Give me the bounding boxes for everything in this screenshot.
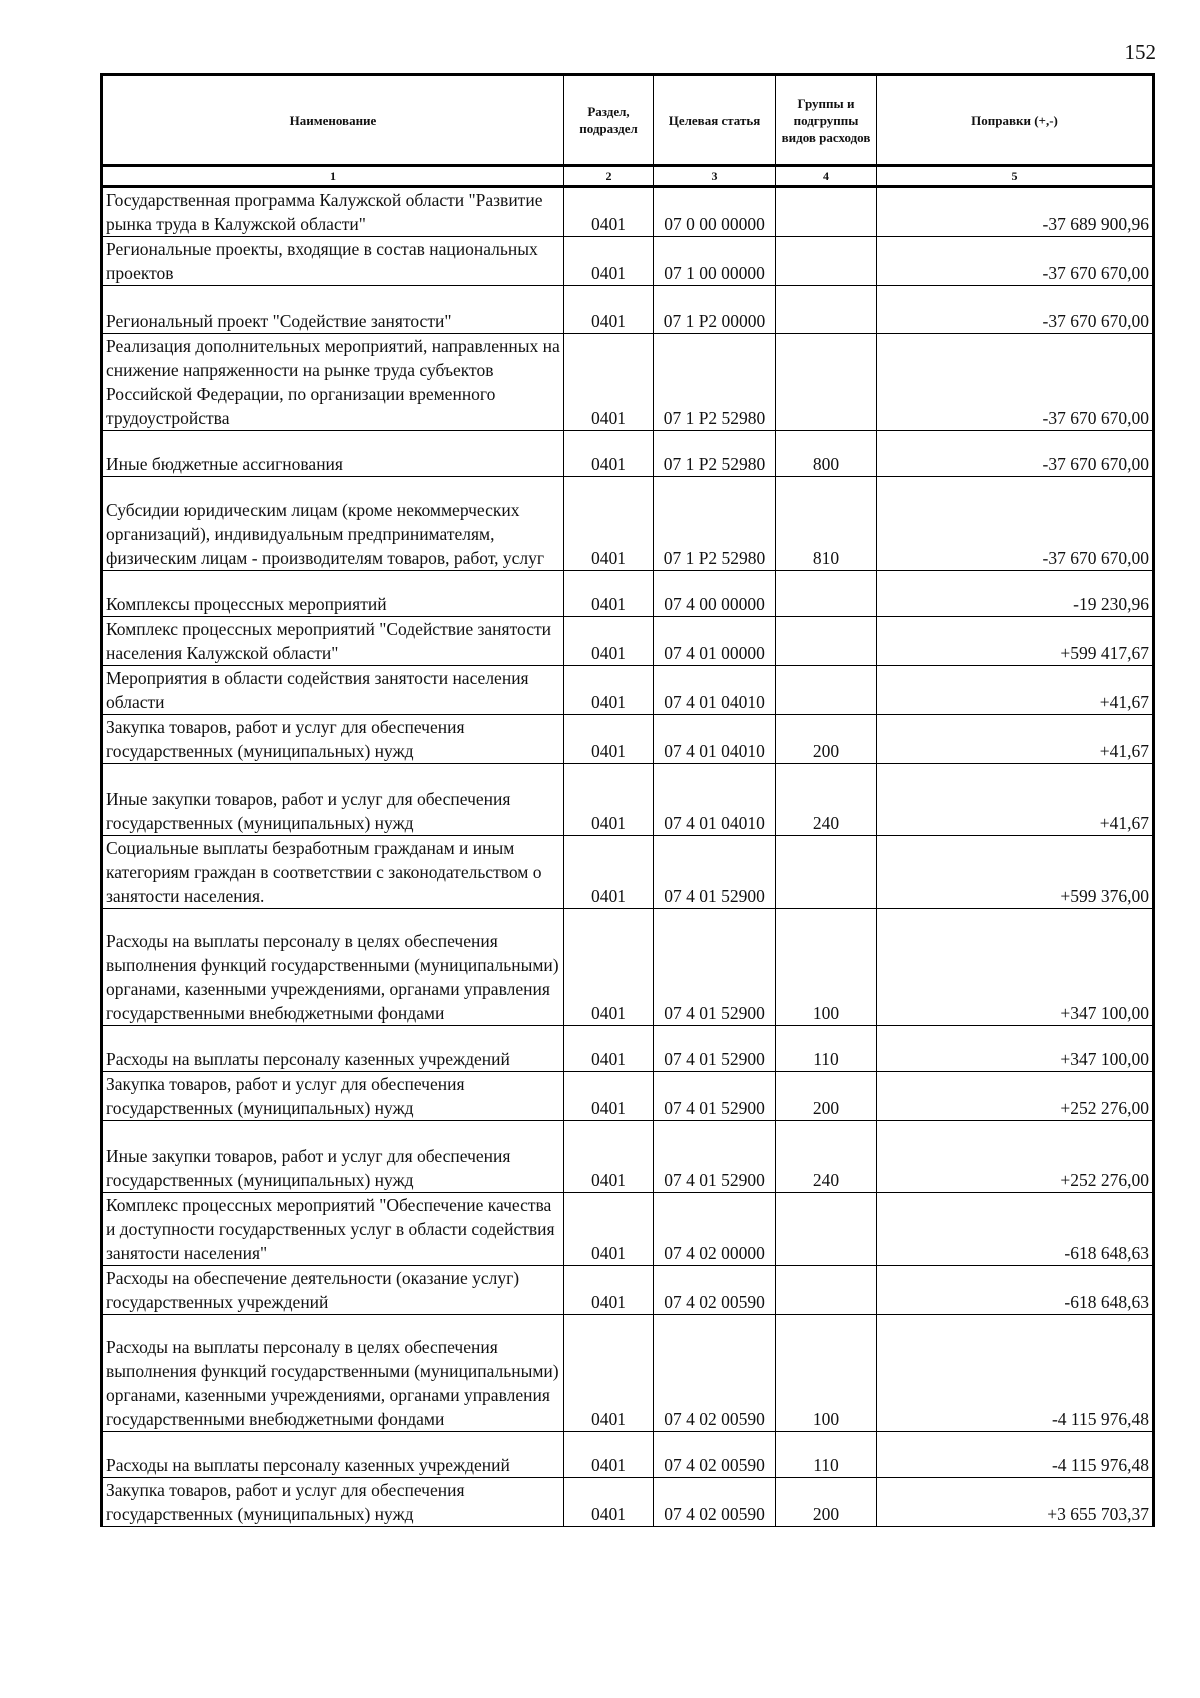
row-section: 0401 — [564, 571, 654, 617]
header-section: Раздел, подраздел — [564, 75, 654, 166]
table-row — [102, 715, 1154, 764]
row-section: 0401 — [564, 1432, 654, 1478]
row-article: 07 4 01 04010 — [654, 666, 776, 715]
table-row — [102, 909, 1154, 1026]
row-group — [776, 617, 877, 666]
row-group — [776, 836, 877, 909]
table-body — [102, 187, 1154, 1527]
row-amount: +252 276,00 — [877, 1072, 1154, 1121]
row-group: 100 — [776, 909, 877, 1026]
row-group — [776, 666, 877, 715]
row-group — [776, 187, 877, 237]
row-name: Иные закупки товаров, работ и услуг для обеспечения государственных (муниципальных) нужд — [102, 1121, 564, 1193]
column-number: 3 — [654, 166, 776, 187]
row-article: 07 4 01 52900 — [654, 836, 776, 909]
row-amount: -618 648,63 — [877, 1266, 1154, 1315]
row-name: Региональный проект "Содействие занятости" — [102, 286, 564, 334]
row-section: 0401 — [564, 764, 654, 836]
row-name: Региональные проекты, входящие в состав национальных проектов — [102, 237, 564, 286]
row-group — [776, 237, 877, 286]
row-group: 200 — [776, 1072, 877, 1121]
row-article: 07 4 01 04010 — [654, 715, 776, 764]
row-name: Социальные выплаты безработным гражданам и иным категориям граждан в соответствии с законодательством о занятости населения. — [102, 836, 564, 909]
row-group: 240 — [776, 764, 877, 836]
row-article: 07 4 02 00000 — [654, 1193, 776, 1266]
row-name: Закупка товаров, работ и услуг для обеспечения государственных (муниципальных) нужд — [102, 1478, 564, 1527]
row-name: Иные бюджетные ассигнования — [102, 431, 564, 477]
row-name: Мероприятия в области содействия занятости населения области — [102, 666, 564, 715]
column-number: 1 — [102, 166, 564, 187]
budget-amendments-table — [100, 73, 1155, 1527]
page-number: 152 — [1124, 40, 1156, 64]
header-groups: Группы и подгруппы видов расходов — [776, 75, 877, 166]
row-group: 240 — [776, 1121, 877, 1193]
row-name: Иные закупки товаров, работ и услуг для обеспечения государственных (муниципальных) нужд — [102, 764, 564, 836]
table-row — [102, 286, 1154, 334]
row-section: 0401 — [564, 909, 654, 1026]
table-row — [102, 571, 1154, 617]
row-amount: +347 100,00 — [877, 909, 1154, 1026]
row-amount: -37 670 670,00 — [877, 334, 1154, 431]
row-section: 0401 — [564, 286, 654, 334]
row-article: 07 4 00 00000 — [654, 571, 776, 617]
row-article: 07 4 02 00590 — [654, 1315, 776, 1432]
row-section: 0401 — [564, 1121, 654, 1193]
row-section: 0401 — [564, 237, 654, 286]
row-article: 07 0 00 00000 — [654, 187, 776, 237]
row-amount: +252 276,00 — [877, 1121, 1154, 1193]
row-amount: +41,67 — [877, 764, 1154, 836]
row-article: 07 4 01 00000 — [654, 617, 776, 666]
row-amount: -37 670 670,00 — [877, 431, 1154, 477]
row-section: 0401 — [564, 1315, 654, 1432]
row-article: 07 1 00 00000 — [654, 237, 776, 286]
row-article: 07 1 P2 52980 — [654, 334, 776, 431]
row-article: 07 4 01 52900 — [654, 1026, 776, 1072]
row-name: Комплекс процессных мероприятий "Обеспечение качества и доступности государственных услуг в области содействия занятости населения" — [102, 1193, 564, 1266]
row-amount: -37 670 670,00 — [877, 286, 1154, 334]
row-name: Расходы на обеспечение деятельности (оказание услуг) государственных учреждений — [102, 1266, 564, 1315]
row-name: Расходы на выплаты персоналу в целях обеспечения выполнения функций государственными (муниципальными) органами, казенными учреждениями, органами управления государственными внебюджетными фондами — [102, 909, 564, 1026]
table-row — [102, 1432, 1154, 1478]
row-amount: -19 230,96 — [877, 571, 1154, 617]
table-row — [102, 187, 1154, 237]
row-article: 07 1 P2 52980 — [654, 477, 776, 571]
row-article: 07 4 01 52900 — [654, 909, 776, 1026]
table-row — [102, 836, 1154, 909]
row-group — [776, 334, 877, 431]
row-name: Комплекс процессных мероприятий "Содействие занятости населения Калужской области" — [102, 617, 564, 666]
table-row — [102, 1193, 1154, 1266]
table-row — [102, 617, 1154, 666]
row-article: 07 4 02 00590 — [654, 1266, 776, 1315]
row-group: 110 — [776, 1026, 877, 1072]
row-name: Закупка товаров, работ и услуг для обеспечения государственных (муниципальных) нужд — [102, 715, 564, 764]
row-article: 07 1 P2 52980 — [654, 431, 776, 477]
row-name: Государственная программа Калужской области "Развитие рынка труда в Калужской области" — [102, 187, 564, 237]
row-amount: +3 655 703,37 — [877, 1478, 1154, 1527]
row-section: 0401 — [564, 431, 654, 477]
row-group: 810 — [776, 477, 877, 571]
row-group — [776, 1193, 877, 1266]
row-amount: -37 670 670,00 — [877, 477, 1154, 571]
row-amount: +599 417,67 — [877, 617, 1154, 666]
row-amount: +41,67 — [877, 666, 1154, 715]
row-group — [776, 571, 877, 617]
row-section: 0401 — [564, 187, 654, 237]
row-section: 0401 — [564, 1266, 654, 1315]
row-section: 0401 — [564, 1478, 654, 1527]
table-row — [102, 1072, 1154, 1121]
row-group: 100 — [776, 1315, 877, 1432]
row-group — [776, 1266, 877, 1315]
row-section: 0401 — [564, 1072, 654, 1121]
table-header-row — [102, 75, 1154, 166]
row-name: Расходы на выплаты персоналу в целях обеспечения выполнения функций государственными (муниципальными) органами, казенными учреждениями, органами управления государственными внебюджетными фондами — [102, 1315, 564, 1432]
table-row — [102, 334, 1154, 431]
row-section: 0401 — [564, 666, 654, 715]
row-article: 07 4 01 52900 — [654, 1072, 776, 1121]
row-section: 0401 — [564, 477, 654, 571]
row-section: 0401 — [564, 617, 654, 666]
row-article: 07 1 P2 00000 — [654, 286, 776, 334]
row-name: Субсидии юридическим лицам (кроме некоммерческих организаций), индивидуальным предпринимателям, физическим лицам - производителям товаров, работ, услуг — [102, 477, 564, 571]
row-group: 200 — [776, 715, 877, 764]
row-group: 110 — [776, 1432, 877, 1478]
row-name: Расходы на выплаты персоналу казенных учреждений — [102, 1432, 564, 1478]
table-row — [102, 1315, 1154, 1432]
row-article: 07 4 02 00590 — [654, 1478, 776, 1527]
row-amount: +347 100,00 — [877, 1026, 1154, 1072]
header-amendments: Поправки (+,-) — [877, 75, 1154, 166]
row-amount: -4 115 976,48 — [877, 1432, 1154, 1478]
header-name: Наименование — [102, 75, 564, 166]
row-amount: -618 648,63 — [877, 1193, 1154, 1266]
table-row — [102, 1026, 1154, 1072]
row-section: 0401 — [564, 1193, 654, 1266]
row-section: 0401 — [564, 1026, 654, 1072]
row-section: 0401 — [564, 715, 654, 764]
row-name: Комплексы процессных мероприятий — [102, 571, 564, 617]
row-group: 800 — [776, 431, 877, 477]
row-group — [776, 286, 877, 334]
row-section: 0401 — [564, 334, 654, 431]
table-row — [102, 764, 1154, 836]
row-name: Расходы на выплаты персоналу казенных учреждений — [102, 1026, 564, 1072]
row-group: 200 — [776, 1478, 877, 1527]
table-row — [102, 431, 1154, 477]
row-article: 07 4 01 04010 — [654, 764, 776, 836]
row-article: 07 4 01 52900 — [654, 1121, 776, 1193]
column-number: 2 — [564, 166, 654, 187]
column-number: 5 — [877, 166, 1154, 187]
row-article: 07 4 02 00590 — [654, 1432, 776, 1478]
row-section: 0401 — [564, 836, 654, 909]
table-row — [102, 666, 1154, 715]
row-amount: -37 689 900,96 — [877, 187, 1154, 237]
row-amount: +599 376,00 — [877, 836, 1154, 909]
column-number: 4 — [776, 166, 877, 187]
row-amount: +41,67 — [877, 715, 1154, 764]
column-numbers-row — [102, 166, 1154, 187]
row-amount: -37 670 670,00 — [877, 237, 1154, 286]
table-row — [102, 237, 1154, 286]
table-row — [102, 1266, 1154, 1315]
row-name: Реализация дополнительных мероприятий, направленных на снижение напряженности на рынке труда субъектов Российской Федерации, по организации временного трудоустройства — [102, 334, 564, 431]
row-name: Закупка товаров, работ и услуг для обеспечения государственных (муниципальных) нужд — [102, 1072, 564, 1121]
table-row — [102, 1121, 1154, 1193]
table-row — [102, 477, 1154, 571]
table-row — [102, 1478, 1154, 1527]
row-amount: -4 115 976,48 — [877, 1315, 1154, 1432]
header-article: Целевая статья — [654, 75, 776, 166]
